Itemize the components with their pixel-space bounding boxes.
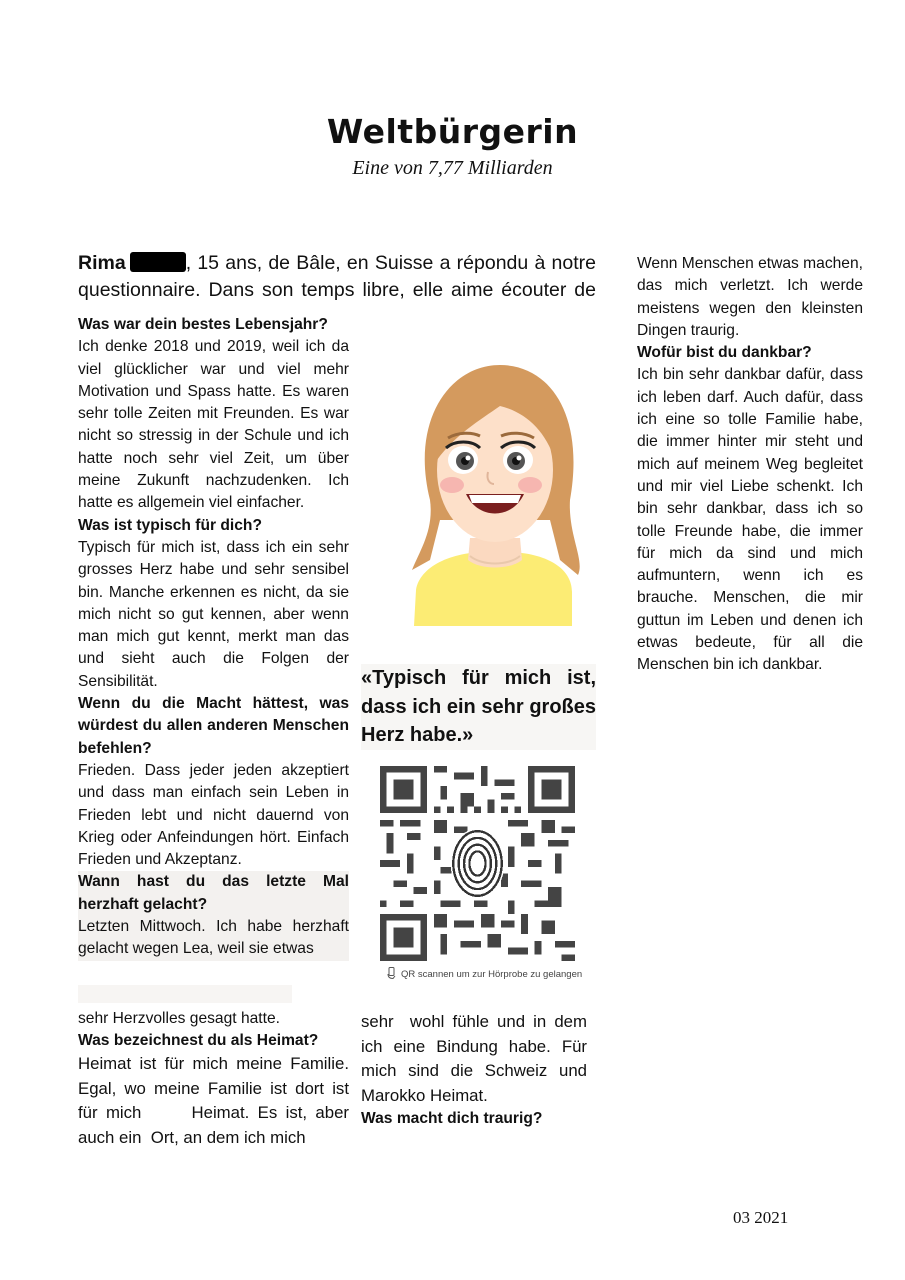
question-typical: Was ist typisch für dich? xyxy=(78,516,262,534)
intro-text: , 15 ans, de Bâle, en Suisse a répondu à notre questionnaire. Dans son temps libre, elle aime écouter de xyxy=(78,252,596,301)
redacted-surname xyxy=(130,252,186,272)
answer-laughed-continued: sehr Herzvolles gesagt hatte. xyxy=(78,1010,280,1027)
qr-caption xyxy=(387,967,587,980)
issue-date: 03 2021 xyxy=(733,1208,789,1227)
text-shade xyxy=(78,985,292,1003)
answer-home: Heimat ist für mich meine Familie. Egal, wo meine Familie ist dort ist für mich Heimat. Es ist, aber auch ein Ort, an dem ich mich xyxy=(78,1054,354,1147)
question-best-year: Was war dein bestes Lebensjahr? xyxy=(78,316,328,333)
question-sad: Was macht dich traurig? xyxy=(361,1110,543,1127)
answer-grateful: Ich bin sehr dankbar dafür, dass ich leben darf. Auch dafür, dass ich eine so tolle Familie habe, die immer hinter mir steht und mich auf meinem Weg begleitet und mir viel Liebe schenkt. Ich bin sehr dankbar, dass ich so tolle Freunde habe, die immer für mich da sind und mich aufmuntern, wenn ich es brauche. Menschen, die mir guttun im Leben und denen ich etwas bedeute, für all die Menschen bin ich dankbar. xyxy=(637,366,863,674)
qr-caption-text: QR scannen um zur Hörprobe zu gelangen xyxy=(401,969,583,980)
column-1 xyxy=(78,314,349,961)
answer-best-year: Ich denke 2018 und 2019, weil ich da viel glücklicher war und viel mehr Motivation und Spass hatte. Es waren sehr tolle Zeiten mit Freunden. Es war nicht so stressig in der Schule und ich hatte noch sehr viel Zeit, um über meine Zukunft nachzudenken. Ich hatte es allgemein viel einfacher. xyxy=(78,338,349,512)
answer-power: Frieden. Dass jeder jeden akzeptiert und dass man einfach sein Leben in Frieden lebt und nicht dauernd von Krieg oder Anfeindungen hört. Einfach Frieden und Akzeptanz. xyxy=(78,761,349,869)
question-power: Wenn du die Macht hättest, was würdest du allen anderen Menschen befehlen? xyxy=(78,695,349,757)
column-1-continued xyxy=(78,1008,354,1150)
answer-laughed: Letzten Mittwoch. Ich habe herzhaft gelacht wegen Lea, weil sie etwas xyxy=(78,916,349,961)
hand-phone-icon xyxy=(387,967,397,979)
question-laughed: Wann hast du das letzte Mal herzhaft gelacht? xyxy=(78,871,349,916)
page-title: Weltbürgerin xyxy=(326,112,579,151)
answer-home-continued: sehr wohl fühle und in dem ich eine Bindung habe. Für mich sind die Schweiz und Marokko Heimat. xyxy=(361,1012,592,1105)
pull-quote: «Typisch für mich ist, dass ich ein sehr großes Herz habe.» xyxy=(361,664,596,750)
interviewee-name: Rima xyxy=(78,252,126,274)
question-home: Was bezeichnest du als Heimat? xyxy=(78,1032,319,1049)
page-subtitle: Eine von 7,77 Milliarden xyxy=(352,157,553,179)
column-2-continued xyxy=(361,1010,592,1130)
answer-typical: Typisch für mich ist, dass ich ein sehr grosses Herz habe und sehr sensibel bin. Manche erkennen es nicht, da sie mich nicht so gut kennen, aber wenn man mich gut kennt, merkt man das und sieht auch die Folgen der Sensibilität. xyxy=(78,538,349,690)
intro-paragraph xyxy=(78,250,596,302)
column-3 xyxy=(637,253,863,677)
portrait-illustration xyxy=(400,360,590,626)
question-grateful: Wofür bist du dankbar? xyxy=(637,344,812,362)
qr-code[interactable] xyxy=(380,766,575,961)
answer-sad: Wenn Menschen etwas machen, das mich verletzt. Ich werde meistens wegen den kleinsten Dingen traurig. xyxy=(637,255,863,339)
